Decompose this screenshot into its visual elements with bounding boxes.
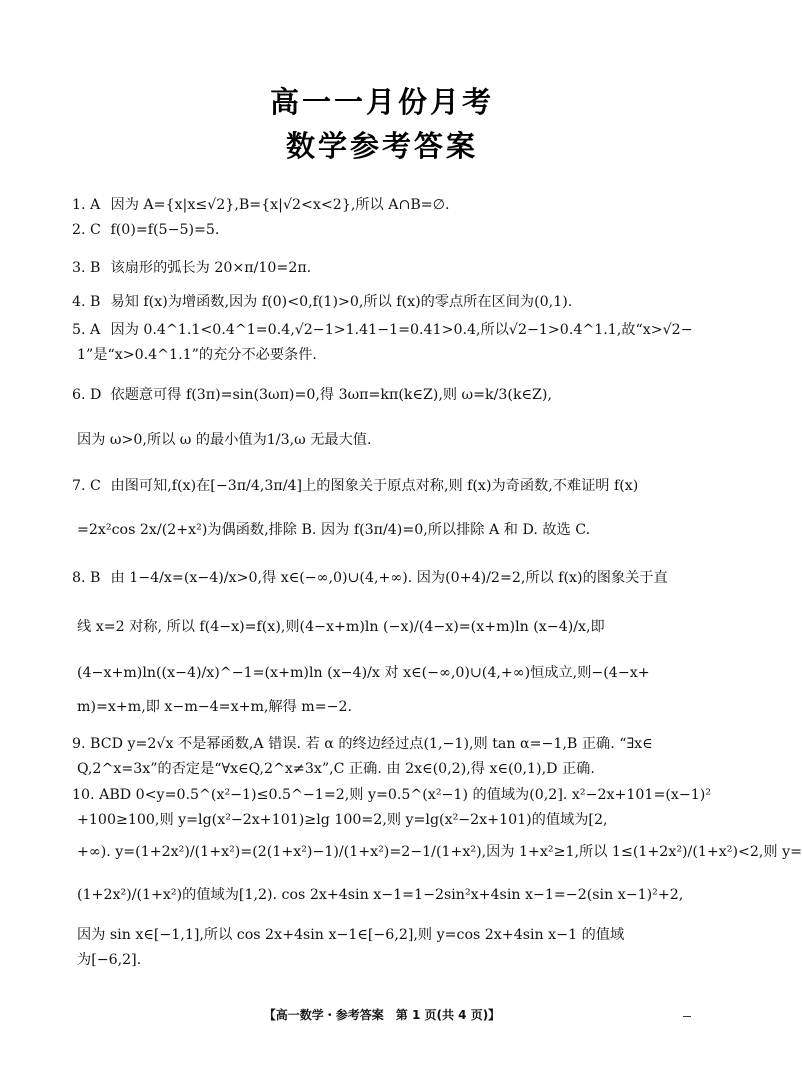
answer-line — [77, 520, 699, 540]
answer-text: Q,2^x=3x”的否定是“∀x∈Q,2^x≠3x”,C 正确. 由 2x∈(0,2),得 x∈(0,1),D 正确. — [77, 761, 595, 777]
answer-text: 依题意可得 f(3π)=sin(3ωπ)=0,得 3ωπ=kπ(k∈Z),则 ω=k/3(k∈Z), — [110, 387, 552, 403]
question-number: 3. B — [72, 260, 101, 276]
answer-text: (4−x+m)ln((x−4)/x)^−1=(x+m)ln (x−4)/x 对 x∈(−∞,0)∪(4,+∞)恒成立,则−(4−x+ — [77, 665, 650, 681]
answer-line — [77, 345, 699, 365]
answer-line — [77, 617, 699, 637]
answer-text: f(0)=f(5−5)=5. — [110, 222, 220, 238]
answer-text: +100≥100,则 y=lg(x²−2x+101)≥lg 100=2,则 y=lg(x²−2x+101)的值域为[2, — [77, 812, 608, 828]
question-number: 9. BCD — [72, 736, 123, 752]
answer-line — [77, 925, 699, 945]
answer-line — [77, 697, 699, 717]
answer-line — [77, 810, 699, 830]
answer-line — [72, 568, 694, 588]
answer-line — [72, 476, 694, 496]
answer-text: y=2√x 不是幂函数,A 错误. 若 α 的终边经过点(1,−1),则 tan α=−1,B 正确. “∃x∈ — [127, 736, 653, 752]
answer-line — [72, 785, 712, 805]
exam-title: 高一一月份月考 — [269, 85, 494, 119]
answer-line — [72, 220, 694, 240]
answer-line — [72, 258, 694, 278]
question-number: 6. D — [72, 387, 102, 403]
answer-subtitle: 数学参考答案 — [285, 129, 478, 163]
answer-text: m)=x+m,即 x−m−4=x+m,解得 m=−2. — [77, 699, 353, 715]
question-number: 5. A — [72, 322, 101, 338]
question-number: 8. B — [72, 570, 101, 586]
answer-line — [72, 385, 694, 405]
answer-text: 0<y=0.5^(x²−1)≤0.5^−1=2,则 y=0.5^(x²−1) 的值域为(0,2]. x²−2x+101=(x−1)² — [135, 787, 712, 803]
answer-line — [72, 195, 694, 215]
answer-text: 易知 f(x)为增函数,因为 f(0)<0,f(1)>0,所以 f(x)的零点所在区间为(0,1). — [110, 294, 573, 310]
question-number: 2. C — [72, 222, 101, 238]
answer-text: 该扇形的弧长为 20×π/10=2π. — [110, 260, 312, 276]
answer-text: =2x²cos 2x/(2+x²)为偶函数,排除 B. 因为 f(3π/4)=0,所以排除 A 和 D. 故选 C. — [77, 522, 591, 538]
question-number: 10. ABD — [72, 787, 132, 803]
answer-text: 为[−6,2]. — [77, 952, 142, 968]
question-number: 4. B — [72, 294, 101, 310]
answer-text: (1+2x²)/(1+x²)的值域为[1,2). cos 2x+4sin x−1=1−2sin²x+4sin x−1=−2(sin x−1)²+2, — [77, 887, 684, 903]
answer-text: 因为 ω>0,所以 ω 的最小值为1/3,ω 无最大值. — [77, 432, 372, 448]
answer-line — [77, 950, 699, 970]
answer-line — [77, 663, 699, 683]
answer-text: 因为 sin x∈[−1,1],所以 cos 2x+4sin x−1∈[−6,2],则 y=cos 2x+4sin x−1 的值域 — [77, 927, 625, 943]
answer-line — [77, 885, 699, 905]
answer-line — [72, 292, 694, 312]
answer-line — [77, 430, 699, 450]
corner-mark — [683, 1016, 691, 1017]
answer-text: 因为 0.4^1.1<0.4^1=0.4,√2−1>1.41−1=0.41>0.4,所以√2−1>0.4^1.1,故“x>√2− — [110, 322, 693, 338]
question-number: 1. A — [72, 197, 101, 213]
answer-line — [77, 842, 802, 862]
answer-line — [72, 734, 694, 754]
answer-text: +∞). y=(1+2x²)/(1+x²)=(2(1+x²)−1)/(1+x²)=2−1/(1+x²),因为 1+x²≥1,所以 1≤(1+2x²)/(1+x²)<2,则 y= — [77, 844, 802, 860]
page-footer: 【高一数学・参考答案 第 1 页(共 4 页)】 — [263, 1008, 501, 1022]
answer-text: 由 1−4/x=(x−4)/x>0,得 x∈(−∞,0)∪(4,+∞). 因为(0+4)/2=2,所以 f(x)的图象关于直 — [110, 570, 668, 586]
answer-text: 1”是“x>0.4^1.1”的充分不必要条件. — [77, 347, 317, 363]
answer-text: 由图可知,f(x)在[−3π/4,3π/4]上的图象关于原点对称,则 f(x)为奇函数,不难证明 f(x) — [110, 478, 639, 494]
question-number: 7. C — [72, 478, 101, 494]
answer-text: 因为 A={x|x≤√2},B={x|√2<x<2},所以 A∩B=∅. — [110, 197, 450, 213]
answer-line — [72, 320, 694, 340]
answer-text: 线 x=2 对称, 所以 f(4−x)=f(x),则(4−x+m)ln (−x)/(4−x)=(x+m)ln (x−4)/x,即 — [77, 619, 605, 635]
answer-line — [77, 759, 699, 779]
